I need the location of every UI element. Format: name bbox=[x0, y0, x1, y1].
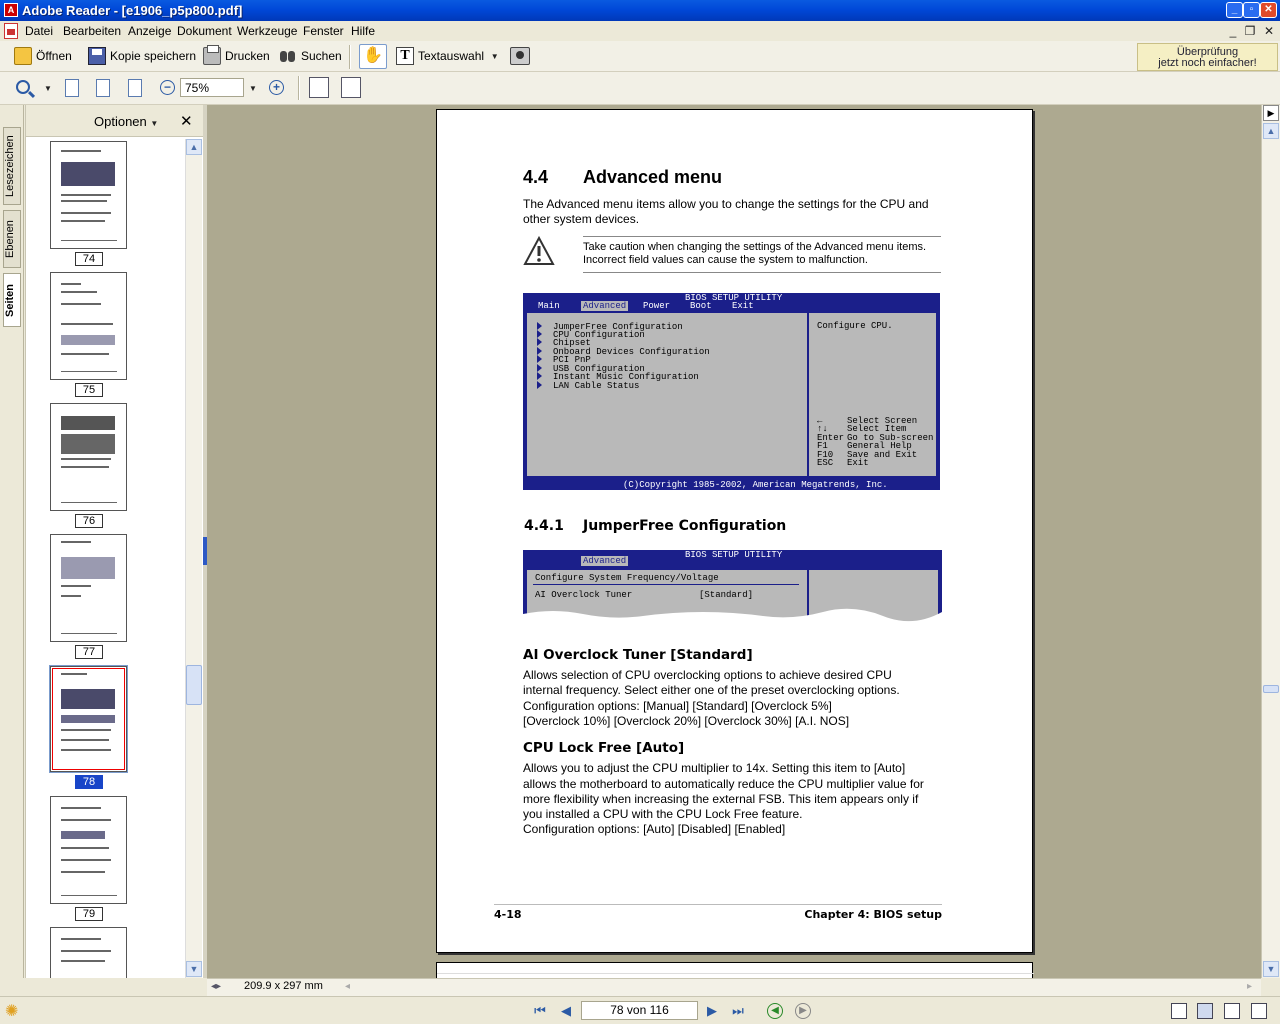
split-arrow-icon[interactable]: ▶ bbox=[1263, 105, 1279, 121]
cpu-lock-line: more flexibility when increasing the external FSB. This item appears only if bbox=[523, 792, 919, 806]
arrow-right-icon bbox=[537, 347, 542, 355]
page-thumbnail[interactable] bbox=[50, 796, 127, 904]
arrow-right-icon bbox=[537, 322, 542, 330]
search-button[interactable] bbox=[279, 45, 342, 67]
section-number: 4.4 bbox=[523, 167, 549, 187]
menu-hilfe[interactable]: Hilfe bbox=[351, 24, 376, 38]
zoom-input[interactable]: 75% bbox=[180, 78, 244, 97]
scrollbar-thumb[interactable] bbox=[186, 665, 202, 705]
open-label: Öffnen bbox=[36, 49, 72, 63]
menu-anzeige[interactable]: Anzeige bbox=[128, 24, 172, 38]
arrow-right-icon bbox=[537, 372, 542, 380]
text-cursor-icon: T bbox=[396, 47, 414, 65]
caution-rule-top bbox=[583, 236, 941, 237]
document-scrollbar[interactable] bbox=[1261, 105, 1280, 978]
thumbnail-page-number: 74 bbox=[75, 252, 103, 266]
scroll-left-icon[interactable]: ◂ bbox=[345, 981, 351, 992]
hand-icon: ✋ bbox=[363, 47, 383, 64]
bios-row-label: AI Overclock Tuner bbox=[535, 590, 633, 600]
bios-item: Onboard Devices Configuration bbox=[553, 347, 710, 357]
status-bar bbox=[0, 996, 1280, 1024]
cpu-lock-line: allows the motherboard to automatically reduce the CPU multiplier value for bbox=[523, 777, 924, 791]
rotate-counterclockwise-icon[interactable] bbox=[341, 77, 361, 98]
scroll-up-icon[interactable]: ▲ bbox=[186, 139, 202, 155]
page-size-label: 209.9 x 297 mm bbox=[244, 980, 323, 992]
menu-fenster[interactable]: Fenster bbox=[303, 24, 344, 38]
scrollbar-thumb[interactable] bbox=[1263, 685, 1279, 693]
cpu-lock-line: Configuration options: [Auto] [Disabled] [Enabled] bbox=[523, 822, 786, 836]
bios-key: Enter bbox=[817, 433, 845, 443]
title-bar bbox=[0, 0, 1280, 21]
arrow-right-icon bbox=[537, 364, 542, 372]
bios-help-text: Configure CPU. bbox=[817, 321, 893, 331]
bios-key-desc: Exit bbox=[847, 458, 869, 468]
bios-item: Chipset bbox=[553, 338, 591, 348]
thumbnail-scrollbar[interactable] bbox=[185, 139, 202, 978]
binoculars-icon bbox=[279, 47, 297, 65]
page-footer-number: 4-18 bbox=[494, 908, 522, 921]
torn-edge bbox=[523, 606, 942, 630]
text-select-label: Textauswahl bbox=[418, 49, 485, 63]
ai-overclock-heading: AI Overclock Tuner [Standard] bbox=[523, 647, 753, 663]
fit-width-icon[interactable] bbox=[128, 79, 142, 97]
actual-size-icon[interactable] bbox=[65, 79, 79, 97]
bios-screenshot bbox=[523, 293, 940, 490]
adobe-reader-icon: A bbox=[4, 3, 18, 17]
pages-panel-header bbox=[26, 105, 204, 137]
chevron-down-icon: ▼ bbox=[150, 119, 159, 128]
save-copy-button[interactable] bbox=[88, 45, 196, 67]
toolbar-view bbox=[0, 72, 1280, 105]
next-pdf-page bbox=[436, 962, 1033, 978]
open-button[interactable] bbox=[14, 45, 72, 67]
menu-dokument[interactable]: Dokument bbox=[177, 24, 232, 38]
promo-line-1: Überprüfung bbox=[1176, 46, 1239, 58]
thumbnail-page-number: 75 bbox=[75, 383, 103, 397]
warning-triangle-icon bbox=[523, 236, 555, 266]
zoom-dropdown-icon[interactable]: ▼ bbox=[249, 84, 257, 93]
promo-banner[interactable] bbox=[1137, 43, 1278, 71]
bios-item: PCI PnP bbox=[553, 355, 591, 365]
page-number-input[interactable]: 78 von 116 bbox=[581, 1001, 698, 1020]
close-icon[interactable]: ✕ bbox=[180, 113, 193, 130]
section-heading: Advanced menu bbox=[583, 167, 723, 187]
menu-datei[interactable]: Datei bbox=[25, 24, 54, 38]
arrow-right-icon bbox=[537, 338, 542, 346]
rotate-clockwise-icon[interactable] bbox=[309, 77, 329, 98]
scroll-right-icon[interactable]: ▸ bbox=[1247, 981, 1253, 992]
subsection-number: 4.4.1 bbox=[524, 518, 564, 534]
floppy-icon bbox=[88, 47, 106, 65]
horizontal-scrollbar[interactable] bbox=[207, 978, 1261, 996]
page-thumbnail[interactable] bbox=[50, 403, 127, 511]
arrow-right-icon bbox=[537, 381, 542, 389]
intro-text: The Advanced menu items allow you to change the settings for the CPU and other system devices. bbox=[523, 197, 929, 227]
next-page-icon[interactable]: ▶ bbox=[707, 1003, 717, 1018]
doc-close-button[interactable]: ✕ bbox=[1263, 24, 1275, 38]
continuous-icon[interactable] bbox=[1197, 1003, 1213, 1019]
zoom-out-button[interactable]: − bbox=[160, 80, 175, 95]
ai-overclock-line: Allows selection of CPU overclocking options to achieve desired CPU bbox=[523, 668, 892, 682]
bios-key: F10 bbox=[817, 450, 834, 460]
tab-bookmarks[interactable]: Lesezeichen bbox=[3, 127, 21, 205]
bios-key: ESC bbox=[817, 458, 834, 468]
options-menu[interactable] bbox=[94, 114, 158, 129]
bios-tab-boot: Boot bbox=[690, 301, 712, 311]
arrow-right-icon bbox=[537, 355, 542, 363]
page-thumbnail[interactable] bbox=[50, 141, 127, 249]
bios-copyright: (C)Copyright 1985-2002, American Megatrends, Inc. bbox=[623, 480, 888, 490]
toolbar-file bbox=[0, 41, 1280, 72]
menu-bar bbox=[0, 21, 1280, 41]
bios-key-desc: General Help bbox=[847, 441, 912, 451]
arrow-right-icon bbox=[537, 330, 542, 338]
cpu-lock-line: you installed a CPU with the CPU Lock Free feature. bbox=[523, 807, 803, 821]
bios-item: USB Configuration bbox=[553, 364, 645, 374]
bios-key: ↑↓ bbox=[817, 424, 828, 434]
scroll-down-icon[interactable]: ▼ bbox=[186, 961, 202, 977]
go-back-icon[interactable]: ◀ bbox=[767, 1003, 783, 1019]
zoom-in-button[interactable]: + bbox=[269, 80, 284, 95]
bios-section-label: Configure System Frequency/Voltage bbox=[535, 573, 719, 583]
bios-tab-advanced: Advanced bbox=[583, 556, 627, 566]
bios-key: F1 bbox=[817, 441, 828, 451]
first-page-icon[interactable]: ⏮ bbox=[534, 1003, 546, 1018]
bios-item: LAN Cable Status bbox=[553, 381, 640, 391]
previous-page-icon[interactable]: ◀ bbox=[561, 1003, 571, 1018]
tab-layers[interactable]: Ebenen bbox=[3, 210, 21, 268]
bios-item: JumperFree Configuration bbox=[553, 322, 683, 332]
bios-tab-main: Main bbox=[538, 301, 560, 311]
scroll-up-icon[interactable]: ▲ bbox=[1263, 123, 1279, 139]
toolbar-separator bbox=[298, 76, 300, 100]
bios-key: ← bbox=[817, 416, 823, 426]
subsection-heading: JumperFree Configuration bbox=[583, 518, 787, 534]
doc-minimize-button[interactable]: _ bbox=[1229, 24, 1237, 38]
bios-tab-advanced: Advanced bbox=[583, 301, 627, 311]
scroll-down-icon[interactable]: ▼ bbox=[1263, 961, 1279, 977]
window-title: Adobe Reader - [e1906_p5p800.pdf] bbox=[22, 3, 243, 18]
page-thumbnail-selected[interactable] bbox=[50, 666, 127, 772]
maximize-button[interactable]: ▫ bbox=[1243, 2, 1260, 18]
zoom-in-tool-icon[interactable] bbox=[16, 80, 30, 94]
menu-bearbeiten[interactable]: Bearbeiten bbox=[63, 24, 122, 38]
go-forward-icon[interactable]: ▶ bbox=[795, 1003, 811, 1019]
thumbnail-page-number: 78 bbox=[75, 775, 103, 789]
snapshot-camera-icon[interactable] bbox=[510, 47, 530, 65]
bios-title: BIOS SETUP UTILITY bbox=[685, 550, 783, 560]
page-thumbnail[interactable] bbox=[50, 534, 127, 642]
thumbnail-page-number: 79 bbox=[75, 907, 103, 921]
chevron-down-icon[interactable]: ▼ bbox=[490, 51, 499, 61]
text-select-button[interactable] bbox=[396, 45, 499, 67]
navigation-tabs bbox=[0, 105, 24, 978]
thumbnail-page-number: 76 bbox=[75, 514, 103, 528]
ai-overclock-line: [Overclock 10%] [Overclock 20%] [Overclock 30%] [A.I. NOS] bbox=[523, 714, 850, 728]
printer-icon bbox=[203, 47, 221, 65]
close-button[interactable]: ✕ bbox=[1260, 2, 1277, 18]
bios-key-desc: Select Screen bbox=[847, 416, 918, 426]
bios-item: CPU Configuration bbox=[553, 330, 645, 340]
footer-rule bbox=[494, 904, 942, 905]
tab-pages[interactable]: Seiten bbox=[3, 273, 21, 327]
facing-icon[interactable] bbox=[1224, 1003, 1240, 1019]
cpu-lock-heading: CPU Lock Free [Auto] bbox=[523, 740, 685, 756]
minimize-button[interactable]: _ bbox=[1226, 2, 1243, 18]
sun-icon[interactable]: ✺ bbox=[5, 1003, 19, 1020]
folder-open-icon bbox=[14, 47, 32, 65]
ai-overclock-line: internal frequency. Select either one of the preset overclocking options. bbox=[523, 683, 900, 697]
bios-tab-exit: Exit bbox=[732, 301, 754, 311]
doc-restore-button[interactable]: ❐ bbox=[1244, 24, 1256, 38]
bios-row-value: [Standard] bbox=[699, 590, 754, 600]
promo-line-2: jetzt noch einfacher! bbox=[1158, 57, 1257, 69]
pages-panel bbox=[25, 105, 203, 978]
options-label: Optionen bbox=[94, 114, 147, 129]
bios-key-desc: Select Item bbox=[847, 424, 907, 434]
page-thumbnail[interactable] bbox=[50, 272, 127, 380]
bios-tab-power: Power bbox=[643, 301, 671, 311]
continuous-facing-icon[interactable] bbox=[1251, 1003, 1267, 1019]
bios-title: BIOS SETUP UTILITY bbox=[685, 293, 783, 303]
document-icon[interactable] bbox=[4, 23, 18, 39]
search-label: Suchen bbox=[301, 49, 342, 63]
bios-screenshot-partial bbox=[523, 550, 942, 630]
bios-item: Instant Music Configuration bbox=[553, 372, 699, 382]
fit-page-icon[interactable] bbox=[96, 79, 110, 97]
menu-werkzeuge[interactable]: Werkzeuge bbox=[237, 24, 298, 38]
caution-text: Take caution when changing the settings of the Advanced menu items. Incorrect field values can cause the system to malfunction. bbox=[583, 241, 927, 266]
document-view[interactable] bbox=[207, 105, 1261, 978]
ai-overclock-line: Configuration options: [Manual] [Standard] [Overclock 5%] bbox=[523, 699, 832, 713]
chevron-down-icon[interactable]: ▼ bbox=[44, 84, 52, 93]
hand-tool-button[interactable] bbox=[359, 44, 387, 69]
toolbar-separator bbox=[349, 45, 351, 69]
caution-rule-bottom bbox=[583, 272, 941, 273]
page-footer-chapter: Chapter 4: BIOS setup bbox=[804, 908, 942, 921]
pdf-page bbox=[436, 109, 1033, 953]
cpu-lock-line: Allows you to adjust the CPU multiplier to 14x. Setting this item to [Auto] bbox=[523, 761, 906, 775]
save-copy-label: Kopie speichern bbox=[110, 49, 197, 63]
resize-arrows-icon[interactable]: ◂▸ bbox=[211, 981, 222, 992]
print-button[interactable] bbox=[203, 45, 270, 67]
visible-area-indicator[interactable] bbox=[52, 668, 125, 770]
last-page-icon[interactable]: ⏭ bbox=[732, 1003, 744, 1018]
single-page-icon[interactable] bbox=[1171, 1003, 1187, 1019]
page-thumbnail[interactable] bbox=[50, 927, 127, 978]
thumbnail-page-number: 77 bbox=[75, 645, 103, 659]
bios-key-desc: Go to Sub-screen bbox=[847, 433, 934, 443]
bios-key-desc: Save and Exit bbox=[847, 450, 918, 460]
print-label: Drucken bbox=[225, 49, 270, 63]
